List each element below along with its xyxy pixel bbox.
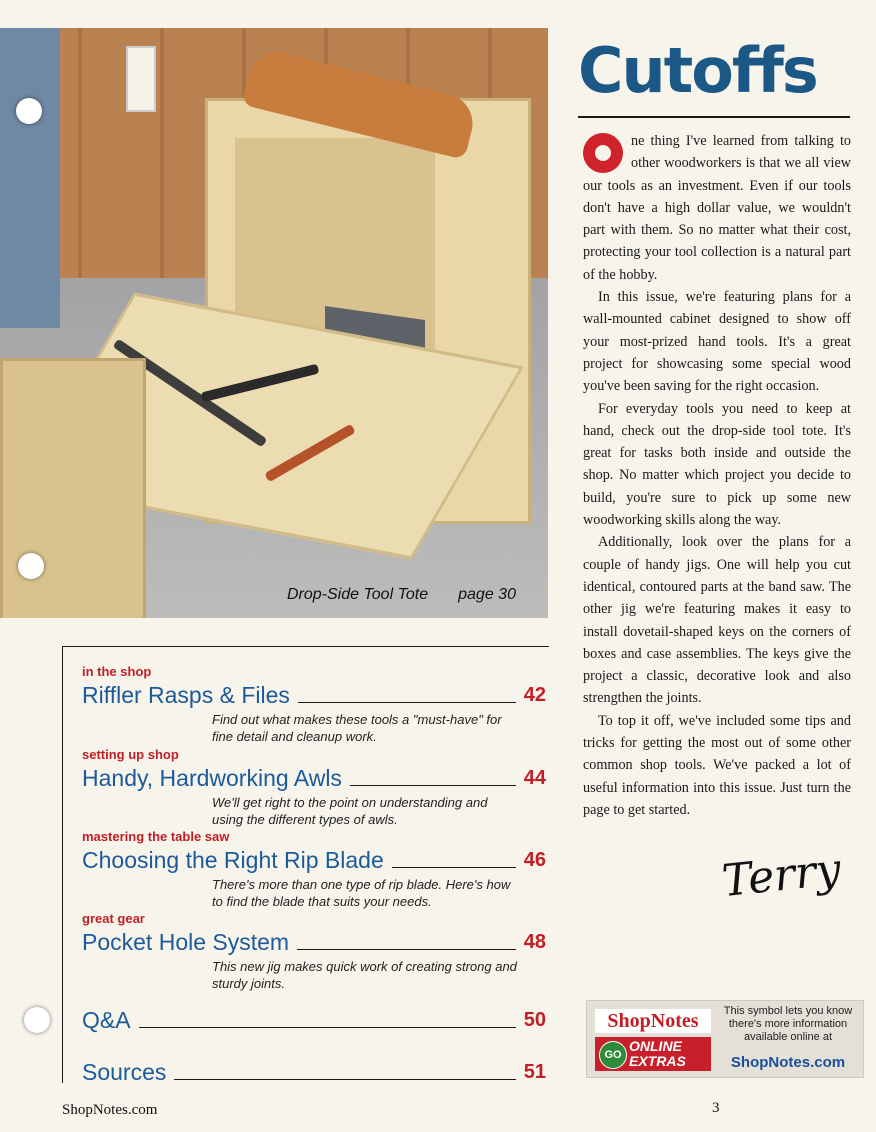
leader-line <box>174 1079 515 1080</box>
paragraph-4: Additionally, look over the plans for a couple of handy jigs. One will help you cut identical, contoured parts at the band saw. The other jig we're featuring makes it easy to install dovetail-shaped keys on the corners of boxes and case assemblies. The keys give the project a classic, decorative look and also strengthen the joints. <box>583 534 851 707</box>
contents-item[interactable] <box>82 747 546 828</box>
contents-kicker: great gear <box>82 911 145 926</box>
open-toolbox <box>0 358 146 618</box>
contents-description: We'll get right to the point on understanding and using the different types of awls. <box>212 795 488 827</box>
feature-photo <box>0 28 548 618</box>
binder-hole-icon <box>16 98 42 124</box>
caption-title: Drop-Side Tool Tote <box>287 586 429 603</box>
contents-page: 51 <box>523 1061 546 1083</box>
photo-caption <box>287 586 516 604</box>
leader-line <box>392 867 516 868</box>
contents-title: Choosing the Right Rip Blade <box>82 847 384 873</box>
contents-page: 44 <box>523 767 546 789</box>
shopnotes-logo: ShopNotes <box>595 1009 711 1033</box>
online-site-link[interactable]: ShopNotes.com <box>730 1054 846 1071</box>
editor-signature: Terry <box>719 843 844 908</box>
contents-title: Q&A <box>82 1007 131 1033</box>
contents-page: 50 <box>523 1009 546 1031</box>
contents-title: Sources <box>82 1059 167 1085</box>
column-rule <box>578 116 850 118</box>
leader-line <box>298 702 516 703</box>
contents-kicker: setting up shop <box>82 747 179 762</box>
contents-item[interactable] <box>82 1004 546 1034</box>
go-icon: GO <box>599 1041 627 1069</box>
contents-page: 46 <box>523 849 546 871</box>
contents-title: Handy, Hardworking Awls <box>82 765 342 791</box>
contents-item[interactable] <box>82 664 546 745</box>
leader-line <box>139 1027 516 1028</box>
contents-description: This new jig makes quick work of creating strong and sturdy joints. <box>212 959 517 991</box>
paragraph-1 <box>583 130 851 286</box>
extras-line-1: ONLINE <box>629 1038 682 1054</box>
paragraph-5: To top it off, we've included some tips and tricks for getting the most out of some other common shop tools. We've packed a lot of useful information into this issue. Just turn the page to get started. <box>583 712 851 818</box>
online-extras-badge[interactable] <box>586 1000 864 1078</box>
online-note: This symbol lets you know there's more information available online at <box>723 1005 853 1043</box>
contents-page: 48 <box>523 931 546 953</box>
dropcap-o-icon <box>583 133 623 173</box>
column-body <box>583 130 851 821</box>
contents-item[interactable] <box>82 829 546 910</box>
caption-page: page 30 <box>458 586 516 603</box>
paragraph-3: For everyday tools you need to keep at hand, check out the drop-side tool tote. It's great for tasks both inside and outside the shop. No matter which project you decide to build, you're sure to pick up some new woodworking skills along the way. <box>583 400 851 529</box>
contents-description: There's more than one type of rip blade. Here's how to find the blade that suits your needs. <box>212 877 511 909</box>
paragraph-1-text: ne thing I've learned from talking to other woodworkers is that we all view our tools as an investment. Even if our tools don't have a high dollar value, we wouldn't part with them. So no matter what their cost, protecting your tool collection is a natural part of the hobby. <box>583 133 851 283</box>
column-title: Cutoffs <box>578 34 817 107</box>
contents-item[interactable] <box>82 911 546 992</box>
footer-page-number: 3 <box>712 1100 720 1116</box>
person-arm <box>0 28 60 328</box>
contents-item[interactable] <box>82 1056 546 1086</box>
contents-kicker: mastering the table saw <box>82 829 230 844</box>
wall-outlet <box>126 46 156 112</box>
contents-title: Riffler Rasps & Files <box>82 682 290 708</box>
contents-page: 42 <box>523 684 546 706</box>
binder-hole-icon <box>24 1007 50 1033</box>
binder-hole-icon <box>18 553 44 579</box>
contents-title: Pocket Hole System <box>82 929 290 955</box>
contents-description: Find out what makes these tools a "must-have" for fine detail and cleanup work. <box>212 712 502 744</box>
paragraph-2: In this issue, we're featuring plans for a wall-mounted cabinet designed to show off your most-prized hand tools. It's a great project for showcasing some special wood you've been saving for the right occasion. <box>583 289 851 395</box>
contents-kicker: in the shop <box>82 664 152 679</box>
leader-line <box>350 785 516 786</box>
extras-line-2: EXTRAS <box>629 1053 686 1069</box>
leader-line <box>297 949 516 950</box>
footer-site: ShopNotes.com <box>62 1102 158 1118</box>
